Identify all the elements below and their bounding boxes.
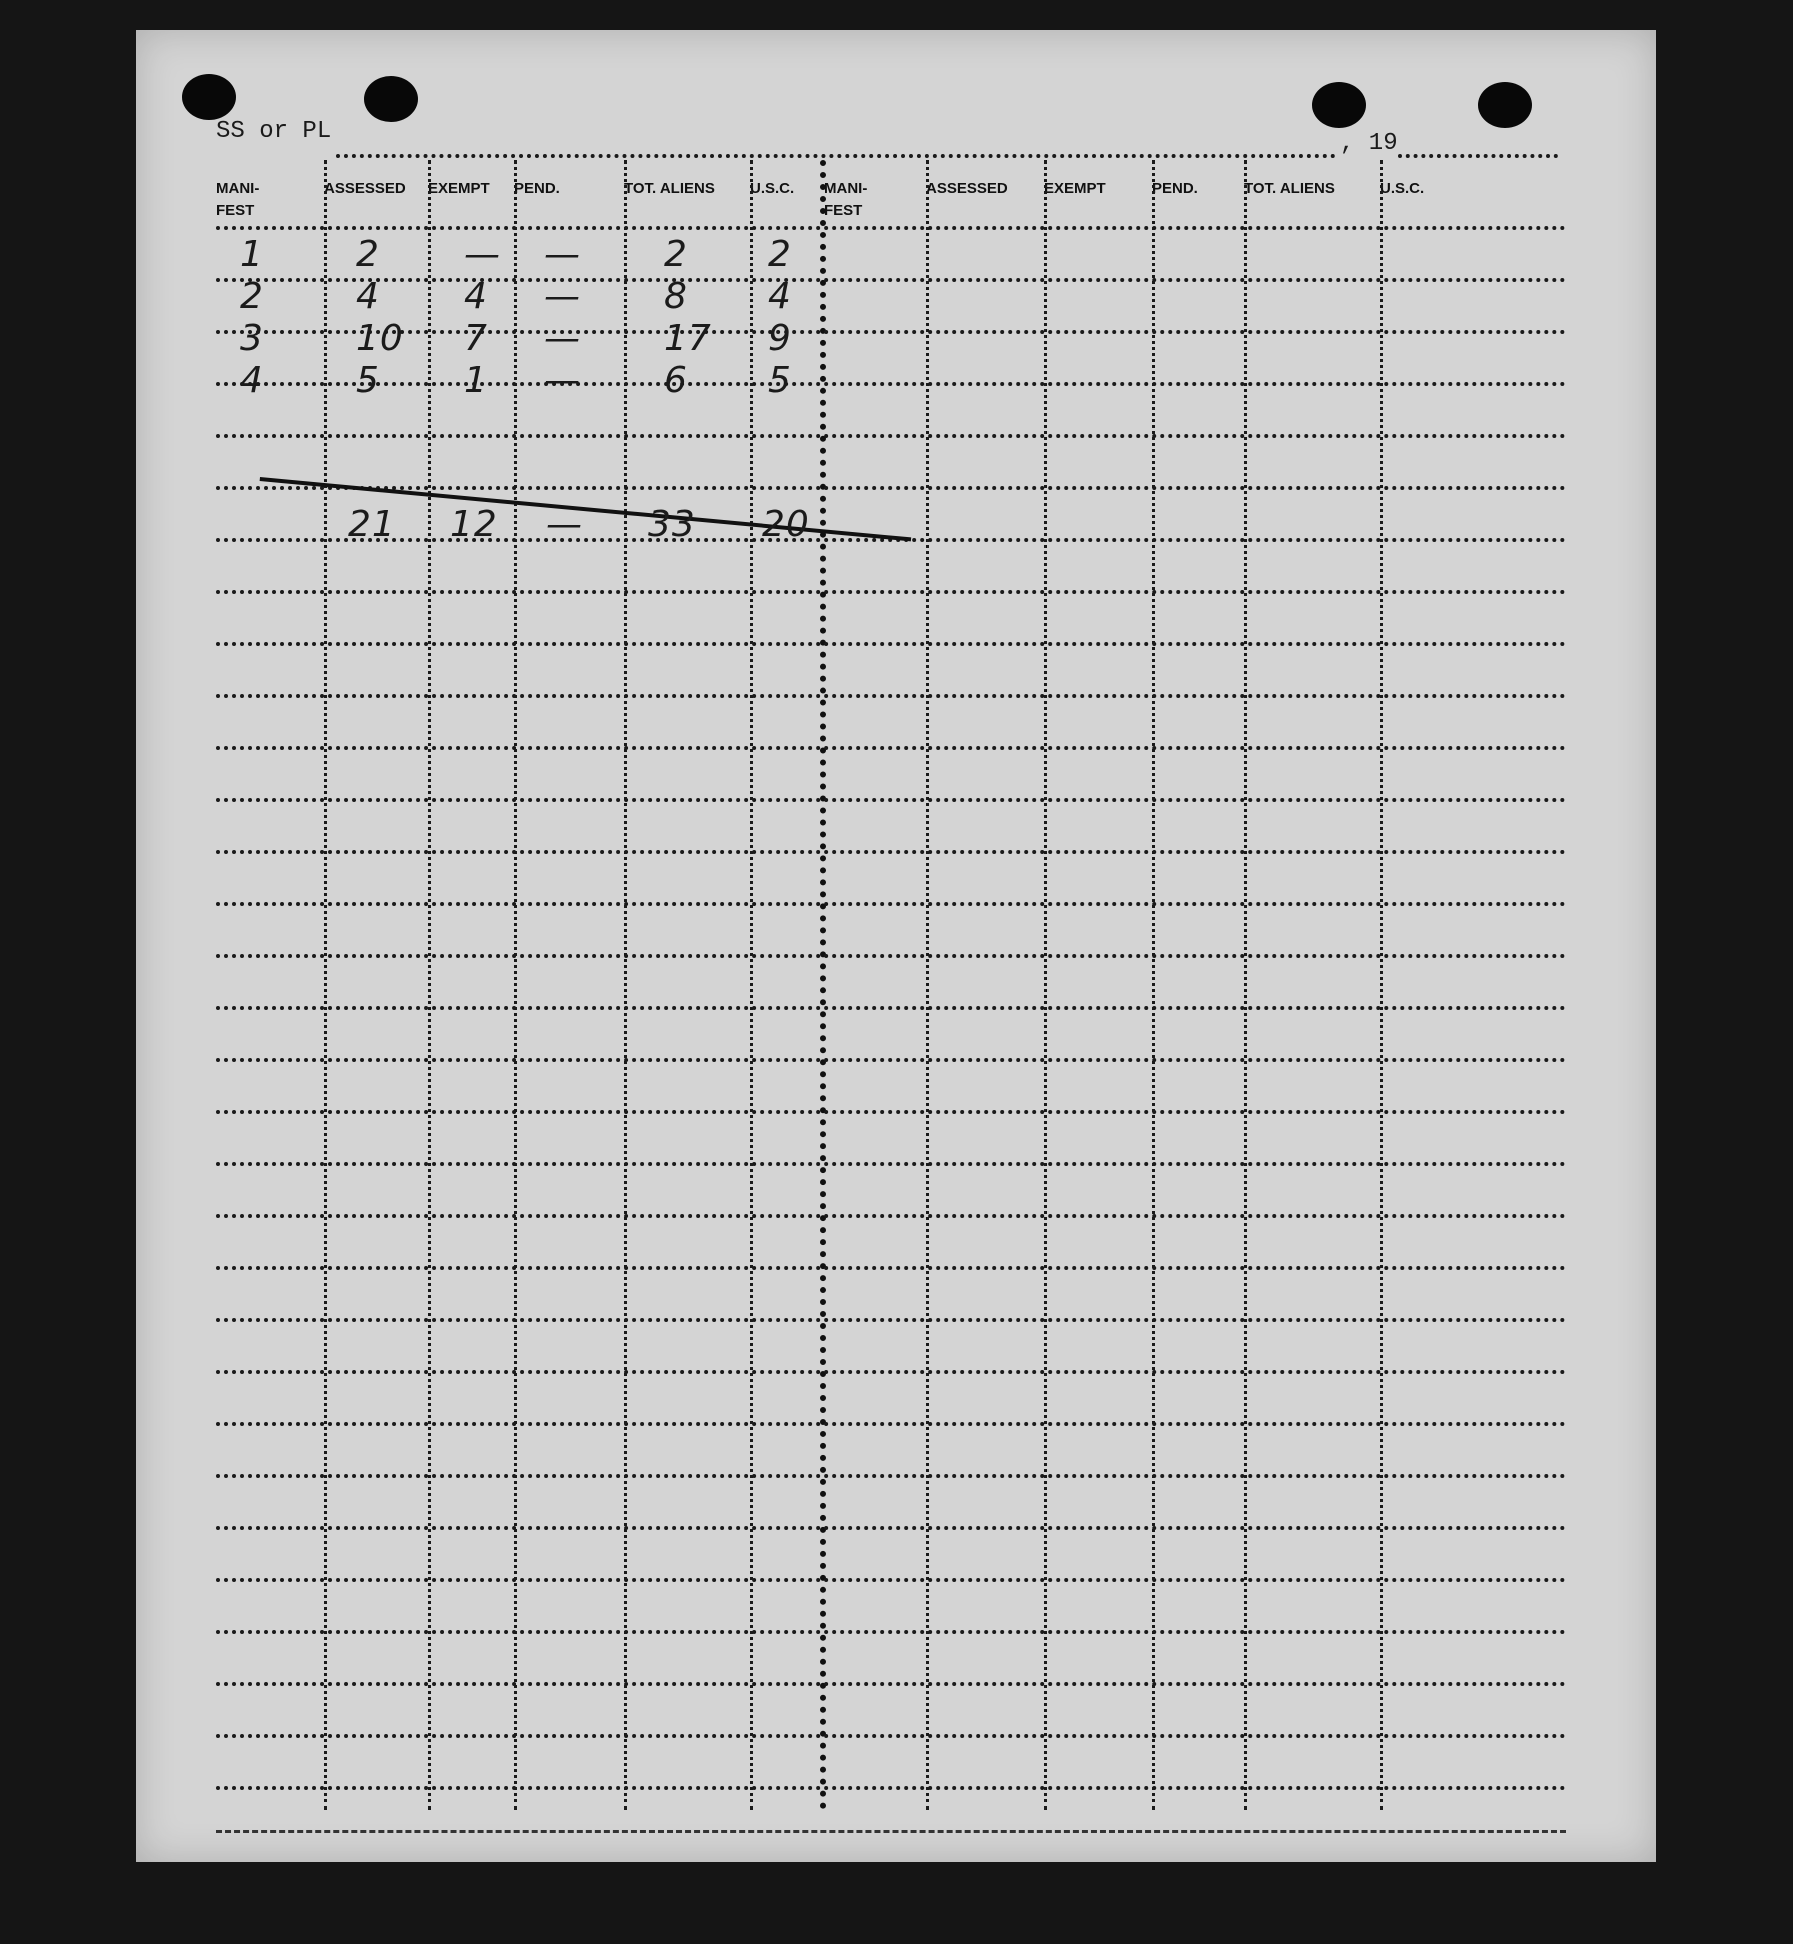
row-rule [216, 226, 1566, 230]
column-divider [750, 160, 753, 1810]
column-divider [1152, 160, 1155, 1810]
entry-assessed: 10 [356, 318, 404, 359]
entry-assessed: 5 [356, 360, 380, 401]
punch-hole-3 [1312, 82, 1366, 128]
punch-hole-1 [182, 74, 236, 120]
entry-usc: 2 [768, 234, 792, 275]
punch-hole-2 [364, 76, 418, 122]
total-usc: 20 [762, 504, 810, 545]
row-rule [216, 1006, 1566, 1010]
row-rule [216, 746, 1566, 750]
row-rule [216, 330, 1566, 334]
entry-usc: 5 [768, 360, 792, 401]
header-ss-or-pl: SS or PL [216, 118, 332, 145]
row-rule [216, 590, 1566, 594]
column-header: MANI- FEST [216, 180, 260, 219]
row-rule [216, 434, 1566, 438]
total-assessed: 21 [348, 504, 396, 545]
column-header: PEND. [1152, 180, 1198, 197]
row-rule [216, 278, 1566, 282]
entry-pend: — [544, 318, 581, 359]
row-rule [216, 1474, 1566, 1478]
row-rule [216, 1422, 1566, 1426]
column-header: TOT. ALIENS [1244, 180, 1335, 197]
row-rule [216, 1058, 1566, 1062]
column-divider [514, 160, 517, 1810]
entry-exempt: 4 [464, 276, 488, 317]
row-rule [216, 1110, 1566, 1114]
header-dotted-fill [336, 154, 1336, 158]
row-rule [216, 1162, 1566, 1166]
column-divider [428, 160, 431, 1810]
column-divider [926, 160, 929, 1810]
entry-manifest: 1 [240, 234, 264, 275]
entry-exempt: 7 [464, 318, 488, 359]
row-rule [216, 1786, 1566, 1790]
entry-exempt: 1 [464, 360, 488, 401]
row-rule [216, 1214, 1566, 1218]
column-divider [624, 160, 627, 1810]
total-pend: — [546, 504, 583, 545]
column-header: EXEMPT [1044, 180, 1106, 197]
column-header: U.S.C. [1380, 180, 1425, 197]
punch-hole-4 [1478, 82, 1532, 128]
row-rule [216, 694, 1566, 698]
header-year: , 19 [1340, 130, 1398, 157]
bottom-rule [216, 1830, 1566, 1833]
row-rule [216, 1578, 1566, 1582]
entry-manifest: 3 [240, 318, 264, 359]
column-header: PEND. [514, 180, 560, 197]
header-year-dotted-fill [1398, 154, 1558, 158]
row-rule [216, 1630, 1566, 1634]
total-tot_aliens: 33 [648, 504, 696, 545]
column-header: MANI- FEST [824, 180, 868, 219]
row-rule [216, 1318, 1566, 1322]
entry-manifest: 2 [240, 276, 264, 317]
column-header: ASSESSED [926, 180, 1008, 197]
column-divider [1380, 160, 1383, 1810]
row-rule [216, 1266, 1566, 1270]
entry-pend: — [544, 276, 581, 317]
form-sheet [136, 30, 1656, 1862]
row-rule [216, 486, 1566, 490]
row-rule [216, 1370, 1566, 1374]
column-divider [820, 160, 826, 1810]
row-rule [216, 1734, 1566, 1738]
column-header: EXEMPT [428, 180, 490, 197]
row-rule [216, 954, 1566, 958]
entry-usc: 9 [768, 318, 792, 359]
row-rule [216, 902, 1566, 906]
entry-assessed: 2 [356, 234, 380, 275]
column-header: TOT. ALIENS [624, 180, 715, 197]
column-divider [1244, 160, 1247, 1810]
column-header: ASSESSED [324, 180, 406, 197]
row-rule [216, 1526, 1566, 1530]
entry-exempt: — [464, 234, 501, 275]
row-rule [216, 382, 1566, 386]
column-divider [1044, 160, 1047, 1810]
column-header: U.S.C. [750, 180, 795, 197]
entry-usc: 4 [768, 276, 792, 317]
entry-tot_aliens: 8 [664, 276, 688, 317]
entry-tot_aliens: 17 [664, 318, 712, 359]
row-rule [216, 798, 1566, 802]
entry-tot_aliens: 2 [664, 234, 688, 275]
row-rule [216, 642, 1566, 646]
entry-assessed: 4 [356, 276, 380, 317]
entry-pend: — [544, 234, 581, 275]
total-exempt: 12 [450, 504, 498, 545]
row-rule [216, 1682, 1566, 1686]
entry-manifest: 4 [240, 360, 264, 401]
entry-pend: — [544, 360, 581, 401]
entry-tot_aliens: 6 [664, 360, 688, 401]
row-rule [216, 850, 1566, 854]
column-divider [324, 160, 327, 1810]
